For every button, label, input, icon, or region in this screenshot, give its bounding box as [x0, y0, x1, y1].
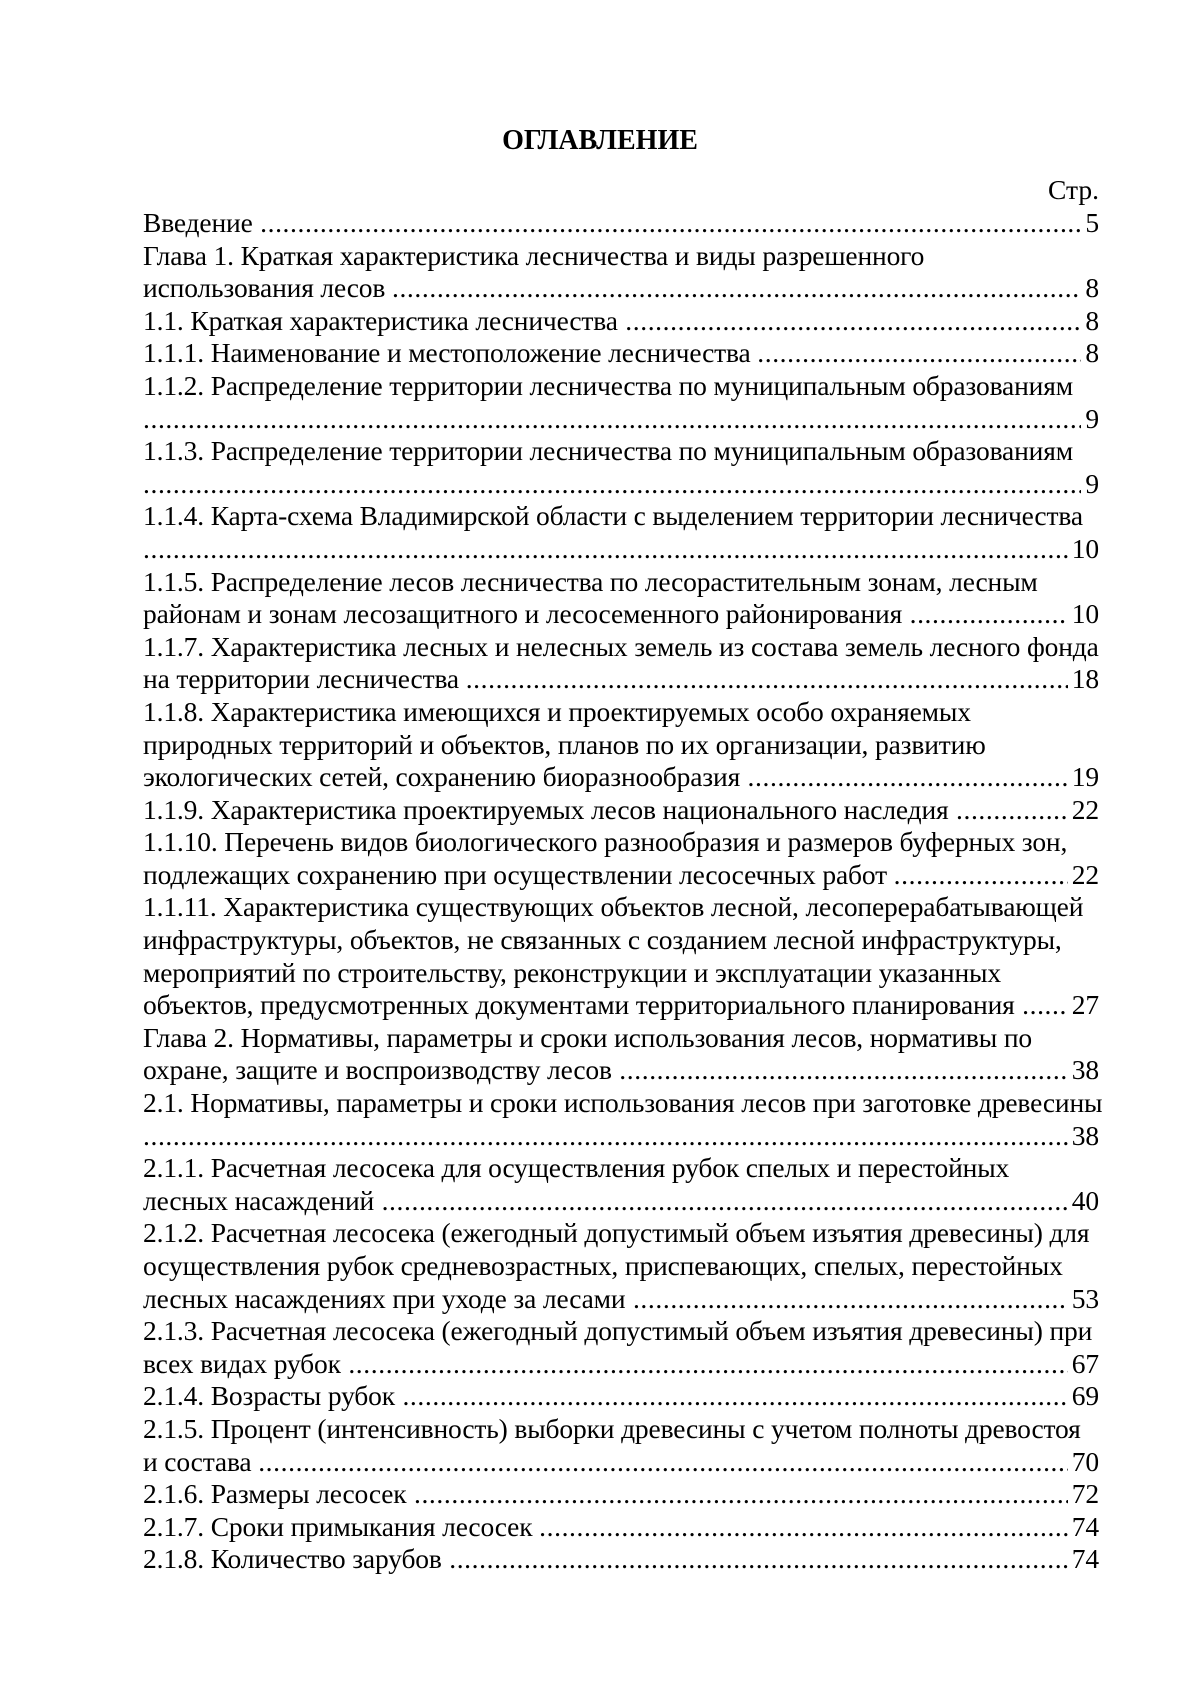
toc-entry-text-line: на территории лесничества .....: [143, 663, 1099, 694]
toc-entry-text-line: [143, 1120, 1099, 1151]
toc-entry-leader-line: [143, 1511, 1099, 1544]
page-title: ОГЛАВЛЕНИЕ: [502, 125, 698, 156]
toc-entry-page-number: 38: [1068, 1054, 1099, 1087]
toc-entry: [143, 826, 1099, 891]
toc-entry: [143, 1315, 1099, 1380]
toc-entry: [143, 435, 1099, 500]
toc-entry-page-number: 70: [1068, 1446, 1099, 1479]
toc-entry-text-line: 1.1.10. Перечень видов биологического разнообразия и размеров буферных зон,: [143, 826, 1068, 858]
toc-entry-page-number: 22: [1068, 794, 1099, 827]
toc-entry-text-line: 1.1.4. Карта-схема Владимирской области с выделением территории лесничества: [143, 500, 1083, 532]
toc-entry-text-line: Глава 2. Нормативы, параметры и сроки использования лесов, нормативы по: [143, 1021, 1032, 1053]
toc-entry-text-line: лесных насаждениях при уходе за лесами .....: [143, 1283, 1099, 1314]
toc-entry-leader-line: [143, 598, 1099, 631]
toc-entry-text-line: 1.1.11. Характеристика существующих объектов лесной, лесоперерабатывающей: [143, 891, 1084, 923]
toc-entry: [143, 1511, 1099, 1544]
toc-entry-leader-line: [143, 1380, 1099, 1413]
toc-entry-text-line: 1.1.2. Распределение территории лесничества по муниципальным образованиям: [143, 369, 1073, 401]
table-of-contents: [143, 207, 1103, 1576]
toc-entry-text-line: 1.1.8. Характеристика имеющихся и проектируемых особо охраняемых: [143, 695, 971, 727]
toc-entry: [143, 500, 1099, 565]
toc-entry-text-line: 2.1.3. Расчетная лесосека (ежегодный допустимый объем изъятия древесины) при: [143, 1315, 1093, 1347]
toc-entry-text-line: природных территорий и объектов, планов по их организации, развитию: [143, 728, 986, 760]
toc-entry: [143, 1543, 1099, 1576]
toc-entry-text-line: охране, защите и воспроизводству лесов .....: [143, 1054, 1099, 1085]
toc-entry-text-line: 2.1.8. Количество зарубов .....: [143, 1543, 1099, 1574]
toc-entry: [143, 696, 1099, 794]
toc-entry: [143, 891, 1099, 1021]
toc-entry-page-number: 10: [1068, 533, 1099, 566]
toc-entry: [143, 566, 1099, 631]
toc-entry-text-line: и состава .....: [143, 1446, 1099, 1477]
toc-entry: [143, 1022, 1099, 1087]
toc-entry-page-number: 8: [1081, 305, 1099, 338]
toc-entry-leader-line: [143, 272, 1099, 305]
toc-entry-leader-line: [143, 207, 1099, 240]
toc-entry-text-line: 2.1. Нормативы, параметры и сроки использования лесов при заготовке древесины: [143, 1087, 1103, 1119]
toc-entry-leader-line: [143, 1446, 1099, 1479]
toc-entry-text-line: [143, 403, 1099, 434]
toc-entry: [143, 1087, 1103, 1152]
toc-entry-text-line: 2.1.5. Процент (интенсивность) выборки древесины с учетом полноты древостоя: [143, 1412, 1081, 1444]
toc-entry-text-line: 1.1.1. Наименование и местоположение лесничества .....: [143, 337, 1099, 368]
toc-entry-page-number: 18: [1068, 663, 1099, 696]
toc-entry-text-line: лесных насаждений .....: [143, 1185, 1099, 1216]
toc-entry-page-number: 8: [1081, 337, 1099, 370]
toc-entry-text-line: использования лесов .....: [143, 272, 1099, 303]
toc-entry-text-line: 1.1.9. Характеристика проектируемых лесов национального наследия .....: [143, 794, 1099, 825]
toc-entry-text-line: инфраструктуры, объектов, не связанных с созданием лесной инфраструктуры,: [143, 924, 1062, 956]
toc-entry-leader-line: [143, 1283, 1099, 1316]
toc-entry-page-number: 53: [1068, 1283, 1099, 1316]
toc-entry-page-number: 38: [1068, 1120, 1099, 1153]
toc-entry: [143, 1152, 1099, 1217]
toc-entry-leader-line: [143, 305, 1099, 338]
page-column-label: Стр.: [1048, 174, 1099, 205]
toc-entry-text-line: 1.1.7. Характеристика лесных и нелесных земель из состава земель лесного фонда: [143, 630, 1099, 662]
toc-entry-page-number: 72: [1068, 1478, 1099, 1511]
toc-entry: [143, 1413, 1099, 1478]
toc-entry-page-number: 9: [1081, 403, 1099, 436]
toc-entry-text-line: мероприятий по строительству, реконструкции и эксплуатации указанных: [143, 956, 1001, 988]
toc-entry-leader-line: [143, 468, 1099, 501]
toc-entry: [143, 370, 1099, 435]
toc-entry-text-line: 1.1.5. Распределение лесов лесничества по лесорастительным зонам, лесным: [143, 565, 1038, 597]
toc-entry-leader-line: [143, 663, 1099, 696]
toc-entry-text-line: 2.1.7. Сроки примыкания лесосек .....: [143, 1511, 1099, 1542]
toc-entry-text-line: 2.1.4. Возрасты рубок .....: [143, 1380, 1099, 1411]
toc-entry-page-number: 40: [1068, 1185, 1099, 1218]
toc-entry-text-line: 1.1. Краткая характеристика лесничества .....: [143, 305, 1099, 336]
toc-entry: [143, 207, 1099, 240]
toc-entry-text-line: объектов, предусмотренных документами территориального планирования .....: [143, 989, 1099, 1020]
toc-entry-page-number: 74: [1068, 1511, 1099, 1544]
toc-entry-page-number: 22: [1068, 859, 1099, 892]
toc-entry-leader-line: [143, 533, 1099, 566]
toc-entry-leader-line: [143, 1054, 1099, 1087]
toc-entry-leader-line: [143, 1543, 1099, 1576]
toc-entry-page-number: 67: [1068, 1348, 1099, 1381]
toc-entry: [143, 337, 1099, 370]
toc-entry-text-line: Введение .....: [143, 207, 1099, 238]
toc-entry-leader-line: [143, 337, 1099, 370]
toc-entry-page-number: 69: [1068, 1380, 1099, 1413]
toc-entry-page-number: 74: [1068, 1543, 1099, 1576]
toc-entry-text-line: осуществления рубок средневозрастных, приспевающих, спелых, перестойных: [143, 1250, 1063, 1281]
toc-entry-text-line: 1.1.3. Распределение территории лесничества по муниципальным образованиям: [143, 435, 1073, 467]
toc-entry-text-line: всех видах рубок .....: [143, 1348, 1099, 1379]
toc-entry-text-line: Глава 1. Краткая характеристика лесничества и виды разрешенного: [143, 239, 925, 271]
toc-entry: [143, 1478, 1099, 1511]
toc-entry-page-number: 19: [1068, 761, 1099, 794]
toc-entry-leader-line: [143, 1185, 1099, 1218]
toc-entry-leader-line: [143, 1120, 1099, 1153]
toc-entry-leader-line: [143, 859, 1099, 892]
toc-entry: [143, 305, 1099, 338]
toc-entry-page-number: 8: [1081, 272, 1099, 305]
toc-entry-text-line: [143, 533, 1099, 564]
toc-entry-leader-line: [143, 403, 1099, 436]
toc-entry-text-line: 2.1.1. Расчетная лесосека для осуществления рубок спелых и перестойных: [143, 1152, 1010, 1184]
toc-entry-text-line: подлежащих сохранению при осуществлении лесосечных работ .....: [143, 859, 1099, 890]
toc-entry: [143, 240, 1099, 305]
toc-entry-text-line: экологических сетей, сохранению биоразнообразия .....: [143, 761, 1099, 792]
toc-entry-leader-line: [143, 761, 1099, 794]
toc-entry-leader-line: [143, 794, 1099, 827]
toc-entry: [143, 1217, 1099, 1315]
toc-entry-text-line: 2.1.6. Размеры лесосек .....: [143, 1478, 1099, 1509]
toc-entry-leader-line: [143, 989, 1099, 1022]
toc-entry-text-line: 2.1.2. Расчетная лесосека (ежегодный допустимый объем изъятия древесины) для: [143, 1217, 1090, 1249]
toc-entry-page-number: 10: [1068, 598, 1099, 631]
toc-entry-text-line: районам и зонам лесозащитного и лесосеменного районирования .....: [143, 598, 1099, 629]
toc-entry: [143, 631, 1099, 696]
toc-entry-text-line: [143, 468, 1099, 499]
toc-entry-page-number: 27: [1068, 989, 1099, 1022]
toc-entry: [143, 794, 1099, 827]
toc-entry-page-number: 5: [1081, 207, 1099, 240]
toc-entry-page-number: 9: [1081, 468, 1099, 501]
toc-entry-leader-line: [143, 1478, 1099, 1511]
toc-entry: [143, 1380, 1099, 1413]
toc-entry-leader-line: [143, 1348, 1099, 1381]
